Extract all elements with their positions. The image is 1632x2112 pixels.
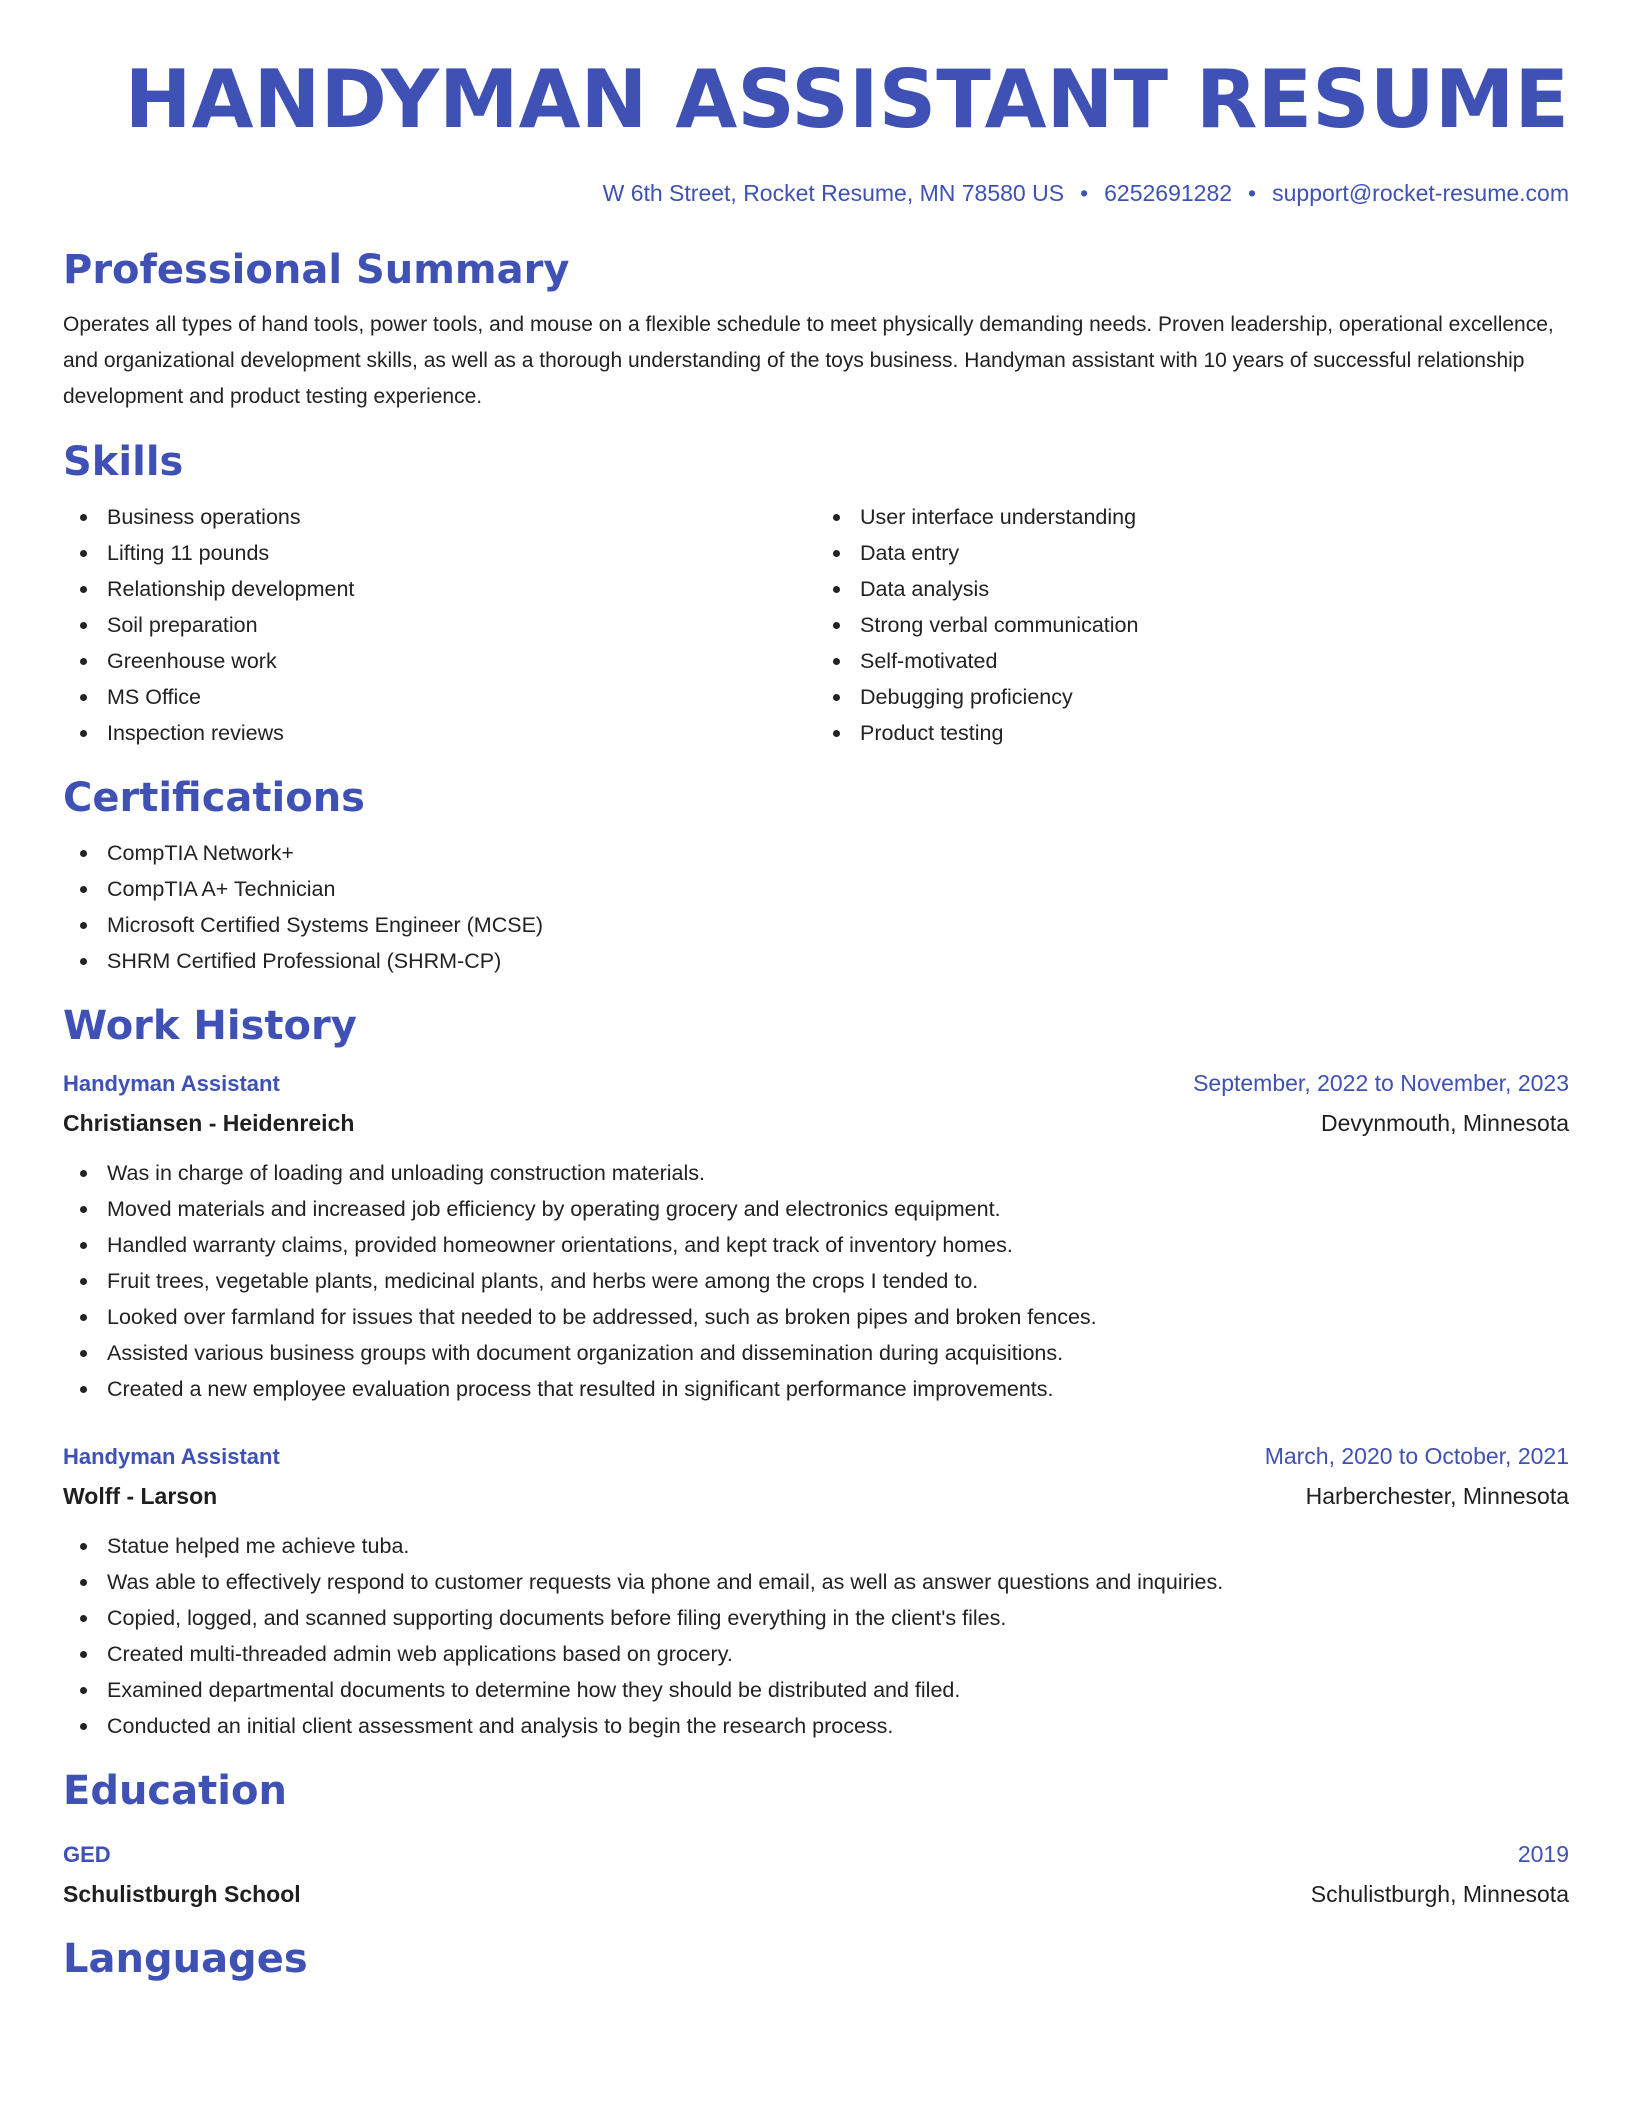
certification-item: CompTIA A+ Technician <box>107 871 1569 907</box>
certifications-list <box>63 835 1569 979</box>
job-duty: Was in charge of loading and unloading construction materials. <box>107 1155 1569 1191</box>
job-duties-list <box>63 1155 1569 1407</box>
job-dates: March, 2020 to October, 2021 <box>1264 1443 1569 1469</box>
certification-item: Microsoft Certified Systems Engineer (MCSE) <box>107 907 1569 943</box>
skills-section <box>63 437 1569 751</box>
job-header <box>63 1438 1569 1475</box>
job-title: Handyman Assistant <box>63 1071 280 1096</box>
job-dates: September, 2022 to November, 2023 <box>1193 1070 1569 1096</box>
education-school: Schulistburgh School <box>63 1881 301 1907</box>
skills-column-right <box>816 499 1569 751</box>
contact-separator: • <box>1248 180 1257 206</box>
job-duty: Conducted an initial client assessment and analysis to begin the research process. <box>107 1708 1569 1744</box>
languages-heading: Languages <box>63 1936 308 1982</box>
job-location: Harberchester, Minnesota <box>1305 1483 1569 1509</box>
job-duty: Was able to effectively respond to customer requests via phone and email, as well as answer questions and inquiries. <box>107 1564 1569 1600</box>
contact-email[interactable]: support@rocket-resume.com <box>1272 180 1569 206</box>
education-header <box>63 1836 1569 1873</box>
contact-line <box>63 178 1569 208</box>
skill-item: Self-motivated <box>860 643 1569 679</box>
certification-item: SHRM Certified Professional (SHRM-CP) <box>107 943 1569 979</box>
job-duty: Created multi-threaded admin web applications based on grocery. <box>107 1636 1569 1672</box>
skills-column-left <box>63 499 816 751</box>
education-degree: GED <box>63 1842 111 1867</box>
skill-item: MS Office <box>107 679 816 715</box>
summary-section <box>63 245 1569 415</box>
job-entry <box>63 1438 1569 1744</box>
languages-section <box>63 1934 1569 1984</box>
summary-text: Operates all types of hand tools, power tools, and mouse on a flexible schedule to meet physically demanding needs. Proven leadership, operational excellence, and organizational development skills, as well as a thorough understanding of the toys business. Handyman assistant with 10 years of successful relationship development and product testing experience. <box>63 313 1554 408</box>
skill-item: Lifting 11 pounds <box>107 535 816 571</box>
contact-separator: • <box>1080 180 1089 206</box>
job-location: Devynmouth, Minnesota <box>1320 1110 1569 1136</box>
certifications-heading: Certifications <box>63 775 365 821</box>
education-entry <box>63 1836 1569 1912</box>
job-subheader <box>63 1105 1569 1141</box>
resume-title: HANDYMAN ASSISTANT RESUME <box>124 53 1569 146</box>
skill-item: Data entry <box>860 535 1569 571</box>
job-duty: Assisted various business groups with document organization and dissemination during acquisitions. <box>107 1335 1569 1371</box>
job-company: Wolff - Larson <box>63 1483 218 1509</box>
skills-list-right <box>816 499 1569 751</box>
job-company: Christiansen - Heidenreich <box>63 1110 355 1136</box>
skill-item: User interface understanding <box>860 499 1569 535</box>
job-duty: Handled warranty claims, provided homeowner orientations, and kept track of inventory homes. <box>107 1227 1569 1263</box>
skill-item: Relationship development <box>107 571 816 607</box>
education-subheader <box>63 1876 1569 1912</box>
certifications-section <box>63 773 1569 979</box>
job-duty: Fruit trees, vegetable plants, medicinal plants, and herbs were among the crops I tended to. <box>107 1263 1569 1299</box>
education-location: Schulistburgh, Minnesota <box>1310 1881 1569 1907</box>
job-duty: Copied, logged, and scanned supporting documents before filing everything in the client's files. <box>107 1600 1569 1636</box>
work-history-section <box>63 1001 1569 1744</box>
education-section <box>63 1766 1569 1912</box>
certification-item: CompTIA Network+ <box>107 835 1569 871</box>
job-duty: Examined departmental documents to determine how they should be distributed and filed. <box>107 1672 1569 1708</box>
summary-heading: Professional Summary <box>63 247 570 293</box>
contact-phone[interactable]: 6252691282 <box>1104 180 1233 206</box>
job-title: Handyman Assistant <box>63 1444 280 1469</box>
skill-item: Product testing <box>860 715 1569 751</box>
skill-item: Inspection reviews <box>107 715 816 751</box>
contact-address: W 6th Street, Rocket Resume, MN 78580 US <box>602 180 1065 206</box>
job-header <box>63 1065 1569 1102</box>
skill-item: Strong verbal communication <box>860 607 1569 643</box>
job-duties-list <box>63 1528 1569 1744</box>
education-year: 2019 <box>1517 1841 1569 1867</box>
skill-item: Business operations <box>107 499 816 535</box>
skill-item: Debugging proficiency <box>860 679 1569 715</box>
education-heading: Education <box>63 1768 287 1814</box>
skills-list-left <box>63 499 816 751</box>
job-entry <box>63 1065 1569 1407</box>
job-subheader <box>63 1478 1569 1514</box>
job-duty: Created a new employee evaluation process that resulted in significant performance improvements. <box>107 1371 1569 1407</box>
work-history-heading: Work History <box>63 1003 357 1049</box>
skills-grid <box>63 499 1569 751</box>
skill-item: Soil preparation <box>107 607 816 643</box>
job-duty: Statue helped me achieve tuba. <box>107 1528 1569 1564</box>
job-duty: Moved materials and increased job efficiency by operating grocery and electronics equipment. <box>107 1191 1569 1227</box>
skills-heading: Skills <box>63 439 184 485</box>
skill-item: Greenhouse work <box>107 643 816 679</box>
resume-header <box>63 0 1569 208</box>
job-duty: Looked over farmland for issues that needed to be addressed, such as broken pipes and broken fences. <box>107 1299 1569 1335</box>
skill-item: Data analysis <box>860 571 1569 607</box>
